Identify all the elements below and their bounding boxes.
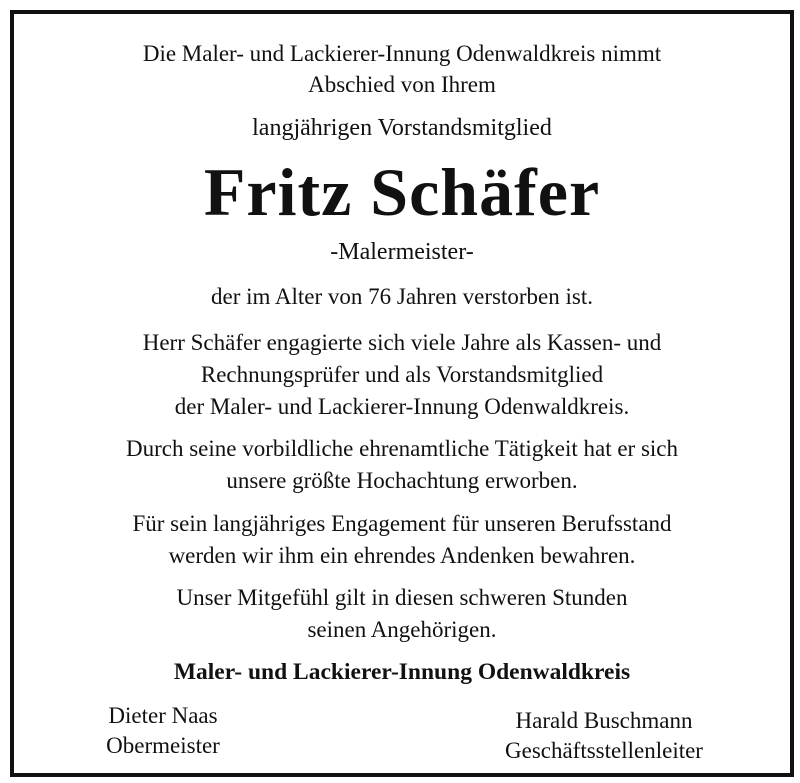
intro-line-2: Abschied von Ihrem [308,72,496,97]
deceased-name: Fritz Schäfer [203,154,601,230]
signatory-name: Dieter Naas [108,703,218,728]
age-line: der im Alter von 76 Jahren verstorben ist. [211,284,593,309]
paragraph-1-line-1: Herr Schäfer engagierte sich viele Jahre als Kassen- und [142,330,662,355]
obituary-notice [10,10,794,777]
paragraph-2-line-1: Durch seine vorbildliche ehrenamtliche Tätigkeit hat er sich [125,436,678,461]
paragraph-4-line-1: Unser Mitgefühl gilt in diesen schweren Stunden [176,585,628,610]
signatory-right [469,706,739,766]
signatory-role: Obermeister [106,733,220,758]
paragraph-2-line-2: unsere größte Hochachtung erworben. [226,468,578,493]
signatory-name: Harald Buschmann [515,708,693,733]
signatory-left [88,701,238,761]
deceased-title: -Malermeister- [330,239,474,265]
paragraph-3-line-2: werden wir ihm ein ehrendes Andenken bewahren. [168,543,636,568]
paragraph-1-line-3: der Maler- und Lackierer-Innung Odenwaldkreis. [174,394,630,419]
paragraph-4-line-2: seinen Angehörigen. [307,617,497,642]
organization-name: Maler- und Lackierer-Innung Odenwaldkreis [173,659,631,685]
signatory-role: Geschäftsstellenleiter [505,738,703,763]
paragraph-3-line-1: Für sein langjähriges Engagement für unseren Berufsstand [132,511,672,536]
paragraph-1-line-2: Rechnungsprüfer und als Vorstandsmitglied [200,362,604,387]
role-line: langjährigen Vorstandsmitglied [252,115,552,141]
intro-line-1: Die Maler- und Lackierer-Innung Odenwaldkreis nimmt [142,41,662,66]
